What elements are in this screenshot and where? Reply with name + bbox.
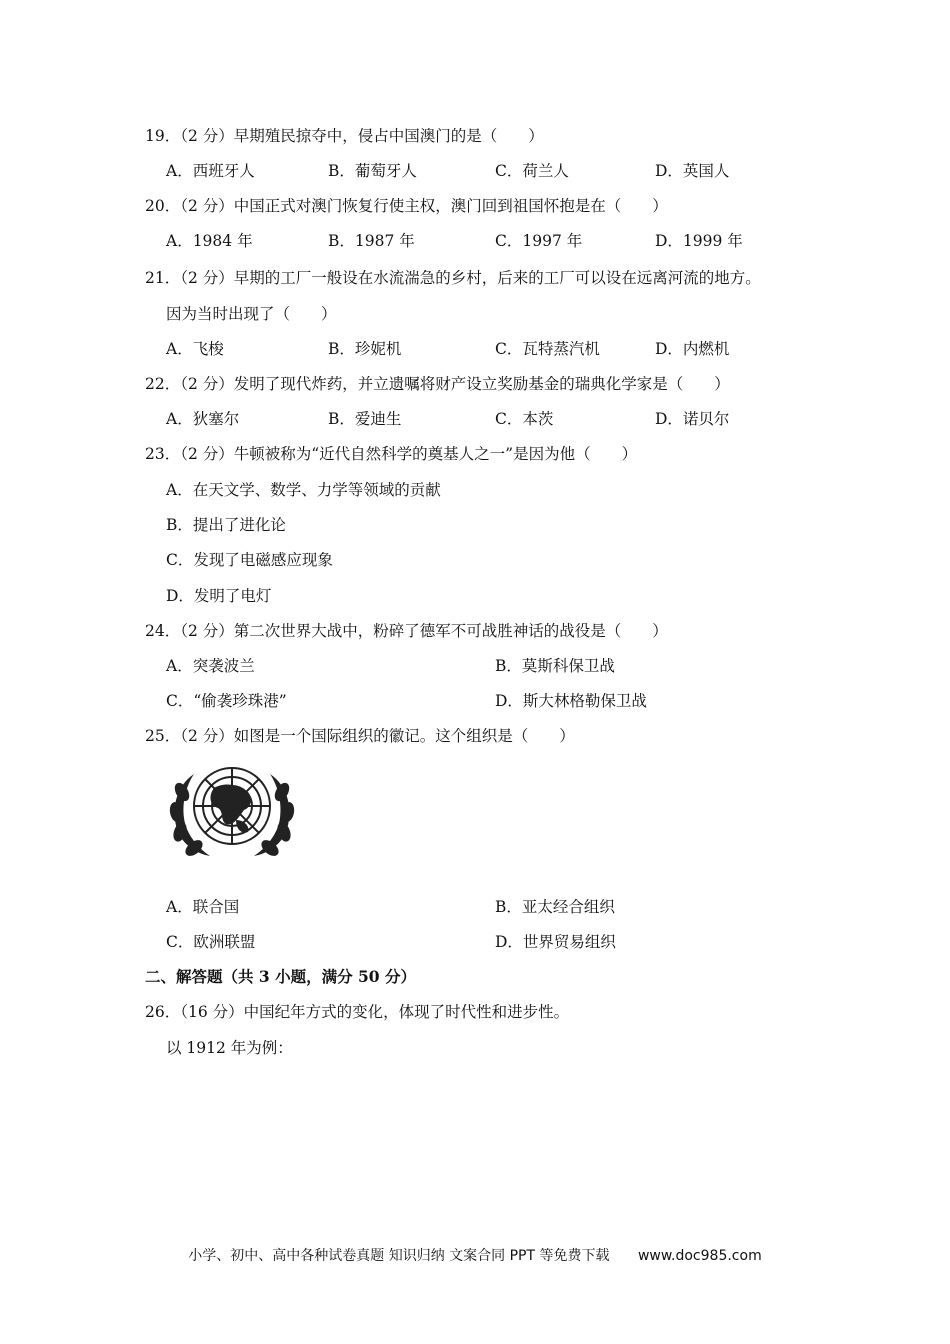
q19-option-c: C．荷兰人 — [495, 162, 569, 180]
q20-option-b: B．1987 年 — [328, 232, 415, 250]
question-21-stem-cont: 因为当时出现了（ ） — [166, 305, 337, 323]
q22-option-a: A．狄塞尔 — [166, 410, 240, 428]
section-2-heading: 二、解答题（共 3 小题，满分 50 分） — [145, 967, 416, 986]
question-24-stem: 24．（2 分）第二次世界大战中，粉碎了德军不可战胜神话的战役是（ ） — [145, 622, 668, 640]
q19-option-a: A．西班牙人 — [166, 162, 255, 180]
q21-option-a: A．飞梭 — [166, 340, 224, 358]
q25-option-a: A．联合国 — [166, 898, 240, 916]
footer-text: 小学、初中、高中各种试卷真题 知识归纳 文案合同 PPT 等免费下载 — [188, 1248, 610, 1264]
q25-option-b: B．亚太经合组织 — [495, 898, 615, 916]
un-emblem-image — [164, 762, 300, 858]
q25-option-d: D．世界贸易组织 — [495, 933, 616, 951]
question-25-stem: 25．（2 分）如图是一个国际组织的徽记。这个组织是（ ） — [145, 727, 575, 745]
q21-option-d: D．内燃机 — [655, 340, 730, 358]
question-26-stem: 26．（16 分）中国纪年方式的变化，体现了时代性和进步性。 — [145, 1003, 570, 1021]
q25-option-c: C．欧洲联盟 — [166, 933, 256, 951]
question-22-stem: 22．（2 分）发明了现代炸药，并立遗嘱将财产设立奖励基金的瑞典化学家是（ ） — [145, 375, 730, 393]
question-20-stem: 20．（2 分）中国正式对澳门恢复行使主权，澳门回到祖国怀抱是在（ ） — [145, 197, 668, 215]
footer-site-link[interactable]: www.doc985.com — [637, 1248, 762, 1264]
q22-option-b: B．爱迪生 — [328, 410, 402, 428]
q21-option-b: B．珍妮机 — [328, 340, 402, 358]
q23-option-a: A．在天文学、数学、力学等领域的贡献 — [166, 481, 441, 499]
q19-option-d: D．英国人 — [655, 162, 730, 180]
q23-option-d: D．发明了电灯 — [166, 587, 272, 605]
q20-option-d: D．1999 年 — [655, 232, 743, 250]
q24-option-d: D．斯大林格勒保卫战 — [495, 692, 647, 710]
q19-option-b: B．葡萄牙人 — [328, 162, 417, 180]
q24-option-a: A．突袭波兰 — [166, 657, 255, 675]
q20-option-a: A．1984 年 — [166, 232, 253, 250]
q20-option-c: C．1997 年 — [495, 232, 583, 250]
q21-option-c: C．瓦特蒸汽机 — [495, 340, 600, 358]
question-26-cont: 以 1912 年为例： — [166, 1039, 293, 1057]
question-23-stem: 23．（2 分）牛顿被称为“近代自然科学的奠基人之一”是因为他（ ） — [145, 445, 638, 463]
question-21-stem: 21．（2 分）早期的工厂一般设在水流湍急的乡村，后来的工厂可以设在远离河流的地方。 — [145, 269, 761, 287]
q23-option-b: B．提出了进化论 — [166, 516, 286, 534]
q24-option-b: B．莫斯科保卫战 — [495, 657, 615, 675]
q22-option-c: C．本茨 — [495, 410, 554, 428]
q23-option-c: C．发现了电磁感应现象 — [166, 551, 333, 569]
page-footer — [0, 1245, 950, 1265]
question-19-stem: 19．（2 分）早期殖民掠夺中，侵占中国澳门的是（ ） — [145, 127, 544, 145]
q22-option-d: D．诺贝尔 — [655, 410, 730, 428]
q24-option-c: C．“偷袭珍珠港” — [166, 692, 287, 710]
